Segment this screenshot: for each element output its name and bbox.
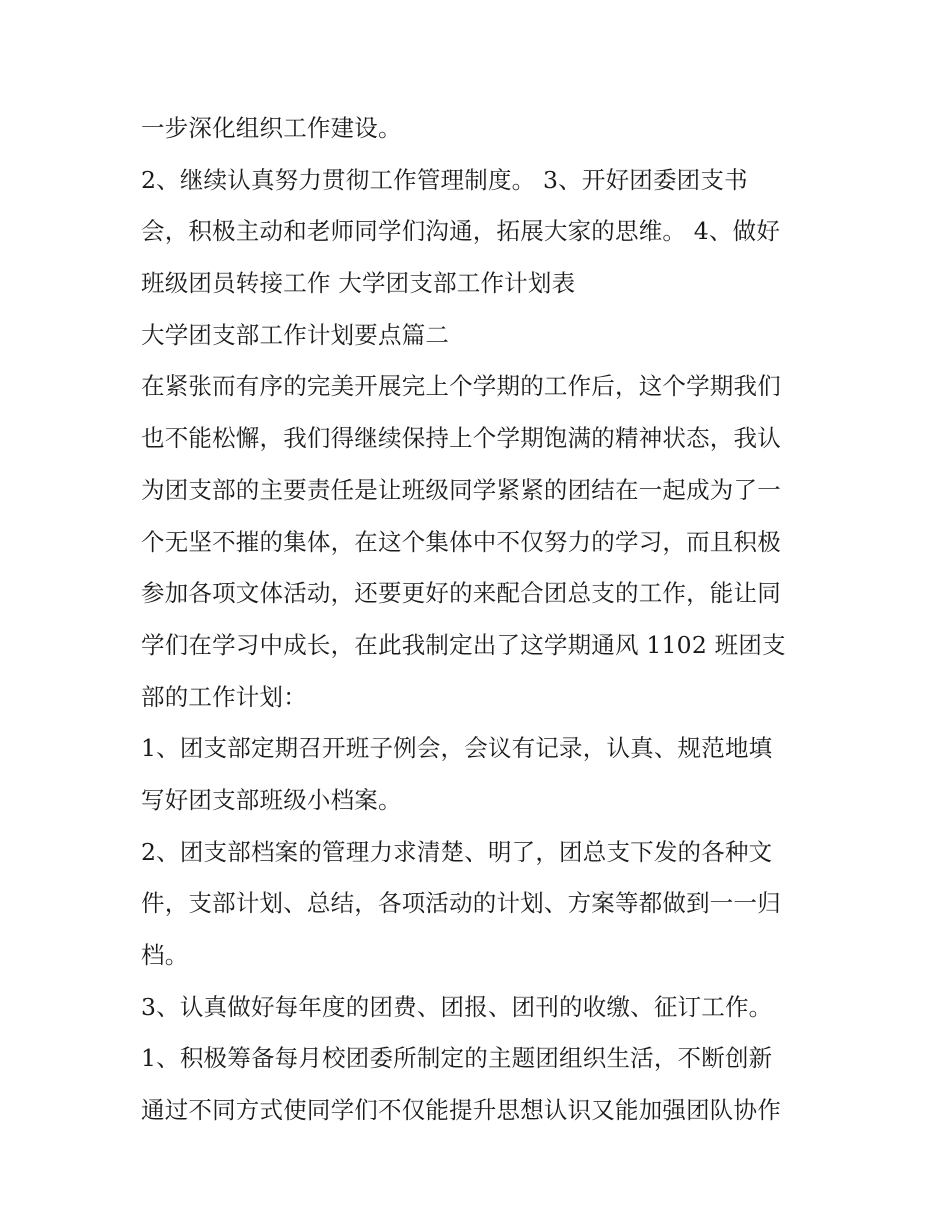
text-line: 班级团员转接工作 大学团支部工作计划表 xyxy=(141,269,576,298)
text-line: 学们在学习中成长，在此我制定出了这学期通风 1102 班团支 xyxy=(141,630,786,659)
text-line: 也不能松懈，我们得继续保持上个学期饱满的精神状态，我认 xyxy=(141,424,781,453)
text-line: 会，积极主动和老师同学们沟通，拓展大家的思维。 4、做好 xyxy=(141,217,781,246)
text-line: 2、继续认真努力贯彻工作管理制度。 3、开好团委团支书 xyxy=(141,165,748,194)
text-line: 部的工作计划： xyxy=(141,682,307,711)
list-item-line: 3、认真做好每年度的团费、团报、团刊的收缴、征订工作。 xyxy=(141,992,773,1021)
list-item-line: 2、团支部档案的管理力求清楚、明了，团总支下发的各种文 xyxy=(141,837,773,866)
text-line: 一步深化组织工作建设。 xyxy=(141,114,402,142)
text-line: 个无坚不摧的集体，在这个集体中不仅努力的学习，而且积极 xyxy=(141,527,781,556)
text-line: 为团支部的主要责任是让班级同学紧紧的团结在一起成为了一 xyxy=(141,475,781,504)
document-body xyxy=(141,103,821,1137)
text-line: 参加各项文体活动，还要更好的来配合团总支的工作，能让同 xyxy=(141,579,781,608)
text-line: 写好团支部班级小档案。 xyxy=(141,785,402,814)
section-heading: 大学团支部工作计划要点篇二 xyxy=(141,320,450,349)
list-item-line: 1、团支部定期召开班子例会，会议有记录，认真、规范地填 xyxy=(141,734,773,763)
text-line: 通过不同方式使同学们不仅能提升思想认识又能加强团队协作 xyxy=(141,1096,781,1125)
text-line: 件，支部计划、总结，各项活动的计划、方案等都做到一一归 xyxy=(141,889,781,918)
text-line: 在紧张而有序的完美开展完上个学期的工作后，这个学期我们 xyxy=(141,372,781,401)
list-item-line: 1、积极筹备每月校团委所制定的主题团组织生活，不断创新 xyxy=(141,1044,773,1073)
text-line: 档。 xyxy=(141,941,189,969)
